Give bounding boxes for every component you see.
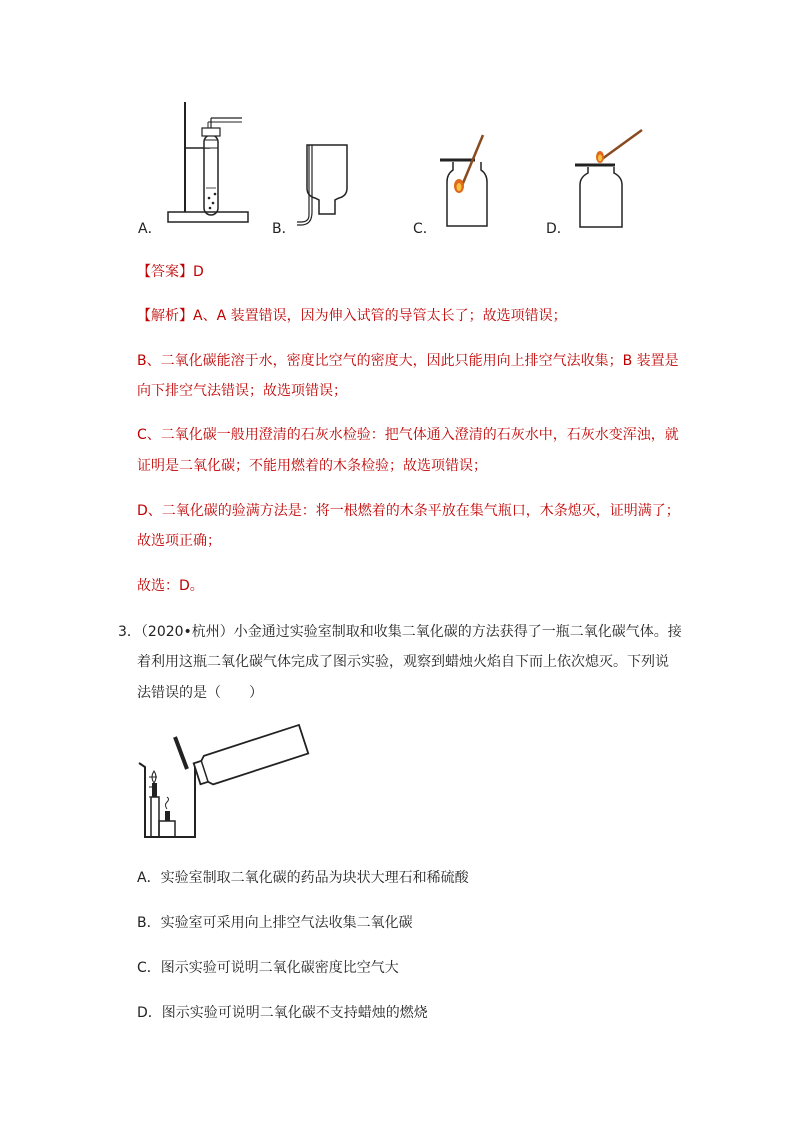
analysis-line-1 [137, 306, 567, 326]
option-a-label: A． [138, 221, 162, 237]
analysis-line-5: 证明是二氧化碳；不能用燃着的木条检验；故选项错误； [137, 458, 487, 474]
figure-candle-beaker [135, 725, 335, 845]
answer-label: 【答案】 [137, 264, 193, 280]
analysis-text: A、A 装置错误，因为伸入试管的导管太长了；故选项错误； [193, 308, 567, 324]
question3-option-b: B．实验室可采用向上排空气法收集二氧化碳 [137, 915, 413, 931]
analysis-line-7: 故选项正确； [137, 533, 221, 549]
apparatus-c-diagram [435, 130, 505, 230]
answer-line [137, 262, 204, 282]
option-b-label: B． [272, 221, 296, 237]
question3-option-a: A．实验室制取二氧化碳的药品为块状大理石和稀硫酸 [137, 870, 469, 886]
option-d-label: D． [546, 221, 571, 237]
answer-value: D [193, 264, 204, 280]
analysis-line-2: B、二氧化碳能溶于水，密度比空气的密度大，因此只能用向上排空气法收集；B 装置是 [137, 353, 679, 369]
question3-option-d: D．图示实验可说明二氧化碳不支持蜡烛的燃烧 [137, 1005, 428, 1021]
question3-line-2: 着利用这瓶二氧化碳气体完成了图示实验，观察到蜡烛火焰自下而上依次熄灭。下列说 [137, 654, 669, 670]
apparatus-d-diagram [570, 125, 650, 230]
question3-line-1: 3．（2020•杭州）小金通过实验室制取和收集二氧化碳的方法获得了一瓶二氧化碳气体。接 [118, 624, 682, 640]
question3-line-3: 法错误的是（ ） [137, 685, 263, 701]
apparatus-a-diagram [160, 100, 280, 230]
option-c-label: C． [413, 221, 437, 237]
analysis-label: 【解析】 [137, 308, 193, 324]
analysis-conclusion: 故选：D。 [137, 578, 204, 594]
analysis-line-3: 向下排空气法错误；故选项错误； [137, 383, 347, 399]
analysis-line-6: D、二氧化碳的验满方法是：将一根燃着的木条平放在集气瓶口，木条熄灭，证明满了； [137, 503, 680, 519]
question3-option-c: C．图示实验可说明二氧化碳密度比空气大 [137, 960, 399, 976]
apparatus-b-diagram [295, 140, 355, 235]
figure-gas-collection [130, 100, 690, 240]
analysis-line-4: C、二氧化碳一般用澄清的石灰水检验：把气体通入澄清的石灰水中，石灰水变浑浊，就 [137, 427, 679, 443]
